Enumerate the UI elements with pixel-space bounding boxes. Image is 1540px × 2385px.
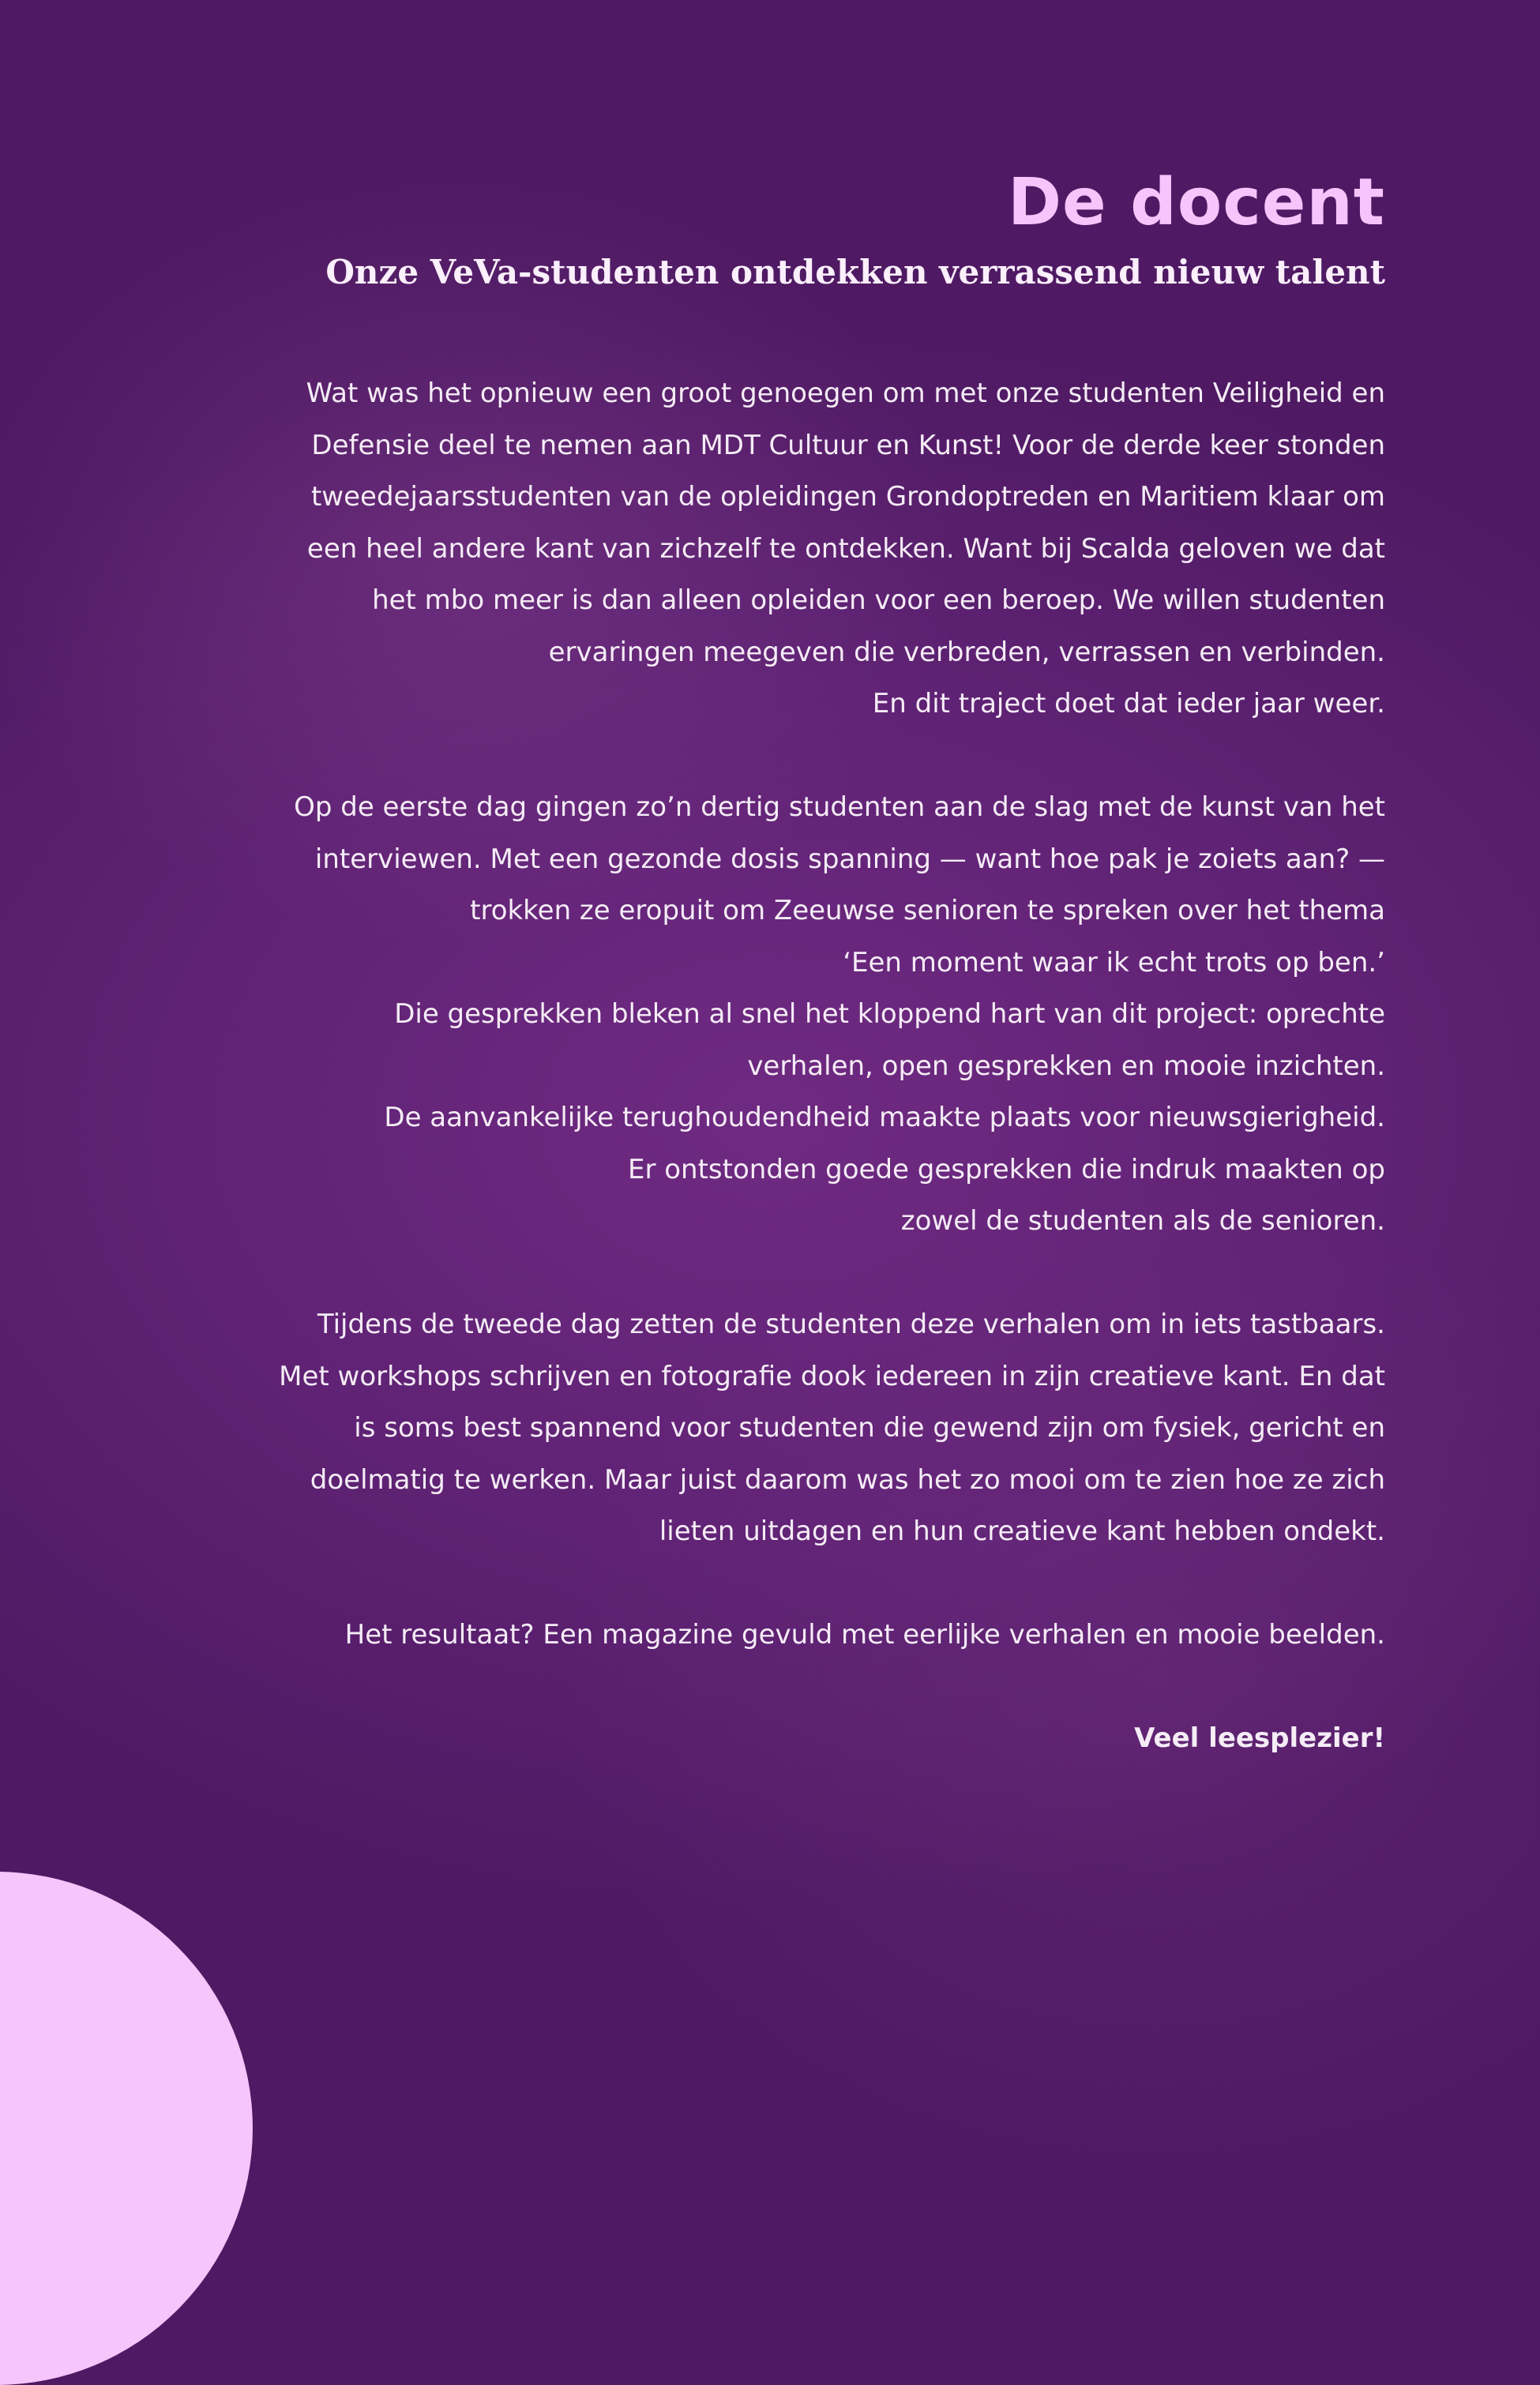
paragraph-day-one (153, 782, 1385, 1248)
text-line: interviewen. Met een gezonde dosis spanning — want hoe pak je zoiets aan? — (314, 843, 1385, 875)
text-line: verhalen, open gesprekken en mooie inzichten. (747, 1050, 1385, 1082)
decorative-circle (0, 1872, 253, 2385)
text-line: De aanvankelijke terughoudendheid maakte plaats voor nieuwsgierigheid. (384, 1102, 1385, 1133)
page-title: De docent (1007, 165, 1385, 240)
text-line: Die gesprekken bleken al snel het kloppend hart van dit project: oprechte (394, 998, 1385, 1030)
text-line: tweedejaarsstudenten van de opleidingen Grondoptreden en Maritiem klaar om (310, 481, 1385, 513)
text-line: is soms best spannend voor studenten die gewend zijn om fysiek, gericht en (354, 1412, 1385, 1444)
text-line: ervaringen meegeven die verbreden, verrassen en verbinden. (548, 636, 1385, 668)
article-body (153, 368, 1385, 1765)
page-subtitle: Onze VeVa-studenten ontdekken verrassend nieuw talent (325, 253, 1385, 291)
text-line: trokken ze eropuit om Zeeuwse senioren te spreken over het thema (470, 895, 1385, 926)
paragraph-result (153, 1609, 1385, 1662)
text-line: Het resultaat? Een magazine gevuld met eerlijke verhalen en mooie beelden. (344, 1619, 1385, 1651)
paragraph-day-two (153, 1299, 1385, 1558)
text-line: het mbo meer is dan alleen opleiden voor een beroep. We willen studenten (372, 584, 1385, 616)
text-line: Wat was het opnieuw een groot genoegen om met onze studenten Veiligheid en (306, 377, 1385, 409)
closing-line: Veel leesplezier! (1134, 1722, 1385, 1754)
text-line: een heel andere kant van zichzelf te ontdekken. Want bij Scalda geloven we dat (306, 532, 1385, 565)
text-line: zowel de studenten als de senioren. (900, 1205, 1385, 1237)
text-line: Op de eerste dag gingen zo’n dertig studenten aan de slag met de kunst van het (294, 791, 1385, 823)
text-line: doelmatig te werken. Maar juist daarom was het zo mooi om te zien hoe ze zich (310, 1463, 1385, 1496)
text-line: En dit traject doet dat ieder jaar weer. (872, 688, 1385, 719)
text-line: Met workshops schrijven en fotografie dook iedereen in zijn creatieve kant. En dat (279, 1360, 1385, 1392)
paragraph-intro (153, 368, 1385, 731)
text-line: Defensie deel te nemen aan MDT Cultuur en Kunst! Voor de derde keer stonden (311, 429, 1385, 461)
text-line: Tijdens de tweede dag zetten de studenten deze verhalen om in iets tastbaars. (317, 1309, 1385, 1340)
text-line: lieten uitdagen en hun creatieve kant hebben ondekt. (659, 1516, 1385, 1547)
text-line: Er ontstonden goede gesprekken die indruk maakten op (627, 1153, 1385, 1185)
text-line: ‘Een moment waar ik echt trots op ben.’ (843, 946, 1385, 978)
